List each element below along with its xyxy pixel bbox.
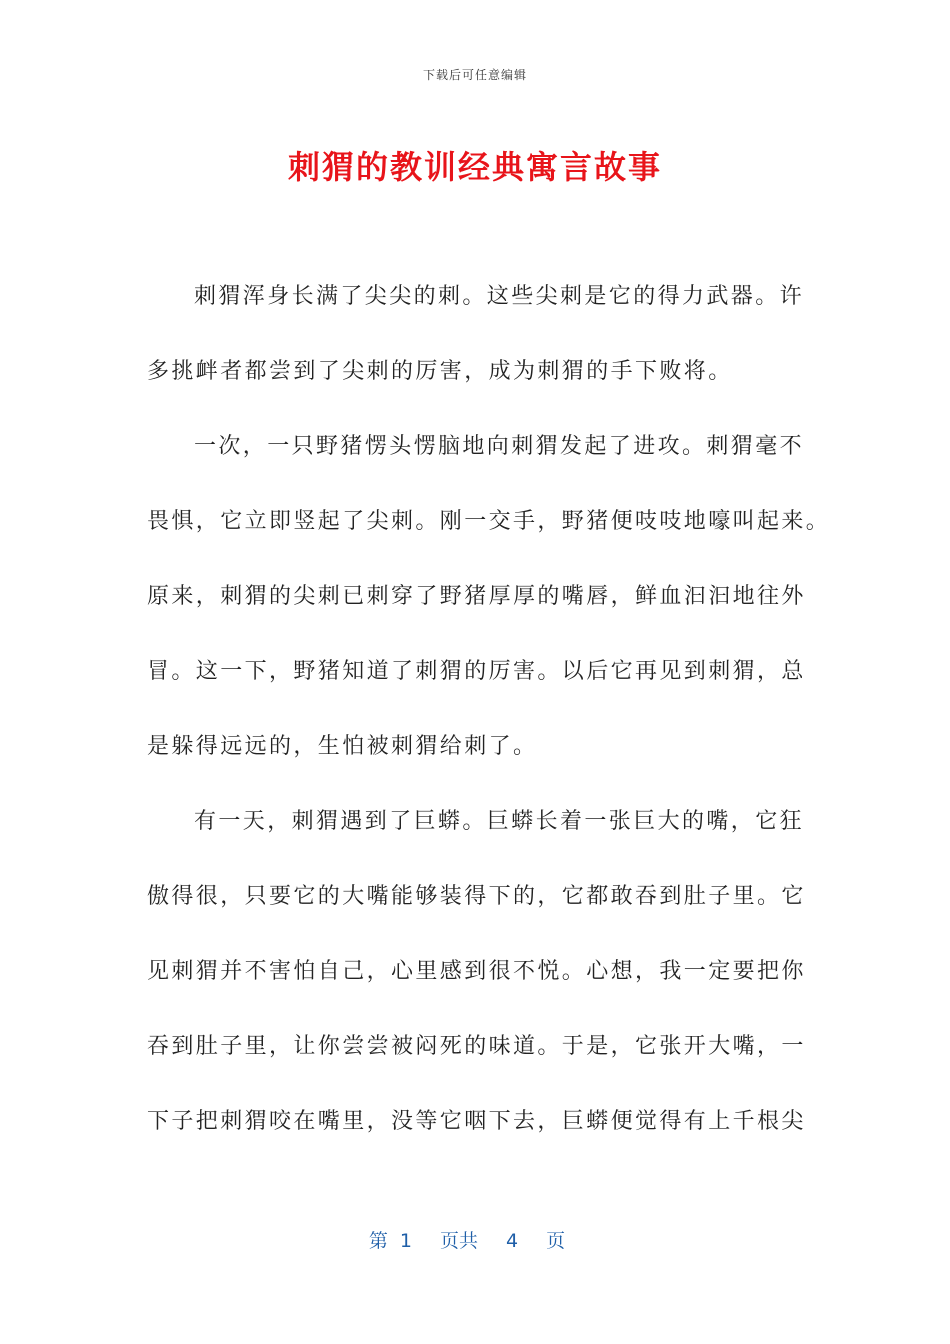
paragraph-line: 一次，一只野猪愣头愣脑地向刺猬发起了进攻。刺猬毫不 [194, 434, 805, 459]
paragraph-line: 吞到肚子里，让你尝尝被闷死的味道。于是，它张开大嘴，一 [147, 1034, 806, 1059]
paragraph-line: 刺猬浑身长满了尖尖的刺。这些尖刺是它的得力武器。许 [194, 284, 805, 309]
paragraph-line: 原来，刺猬的尖刺已刺穿了野猪厚厚的嘴唇，鲜血汩汩地往外 [147, 584, 806, 609]
footer-page-suffix: 页 [546, 1230, 566, 1252]
footer-page-total: 4 [506, 1230, 519, 1252]
paragraph-line: 多挑衅者都尝到了尖刺的厉害，成为刺猬的手下败将。 [147, 359, 733, 384]
footer-page-prefix: 第 [368, 1230, 388, 1252]
page-footer [0, 1226, 950, 1253]
paragraph-line: 下子把刺猬咬在嘴里，没等它咽下去，巨蟒便觉得有上千根尖 [147, 1109, 806, 1134]
paragraph-line: 畏惧，它立即竖起了尖刺。刚一交手，野猪便吱吱地嚎叫起来。 [147, 509, 831, 534]
header-note: 下载后可任意编辑 [422, 68, 527, 82]
document-body [147, 259, 831, 1159]
footer-page-mid: 页共 [439, 1230, 478, 1252]
document-title: 刺猬的教训经典寓言故事 [287, 148, 662, 186]
paragraph-line: 是躲得远远的，生怕被刺猬给刺了。 [147, 734, 538, 759]
paragraph-line: 傲得很，只要它的大嘴能够装得下的，它都敢吞到肚子里。它 [147, 884, 806, 909]
paragraph-line: 见刺猬并不害怕自己，心里感到很不悦。心想，我一定要把你 [147, 959, 806, 984]
paragraph-line: 有一天，刺猬遇到了巨蟒。巨蟒长着一张巨大的嘴，它狂 [194, 809, 805, 834]
footer-page-current: 1 [399, 1230, 412, 1252]
paragraph-line: 冒。这一下，野猪知道了刺猬的厉害。以后它再见到刺猬，总 [147, 659, 806, 684]
